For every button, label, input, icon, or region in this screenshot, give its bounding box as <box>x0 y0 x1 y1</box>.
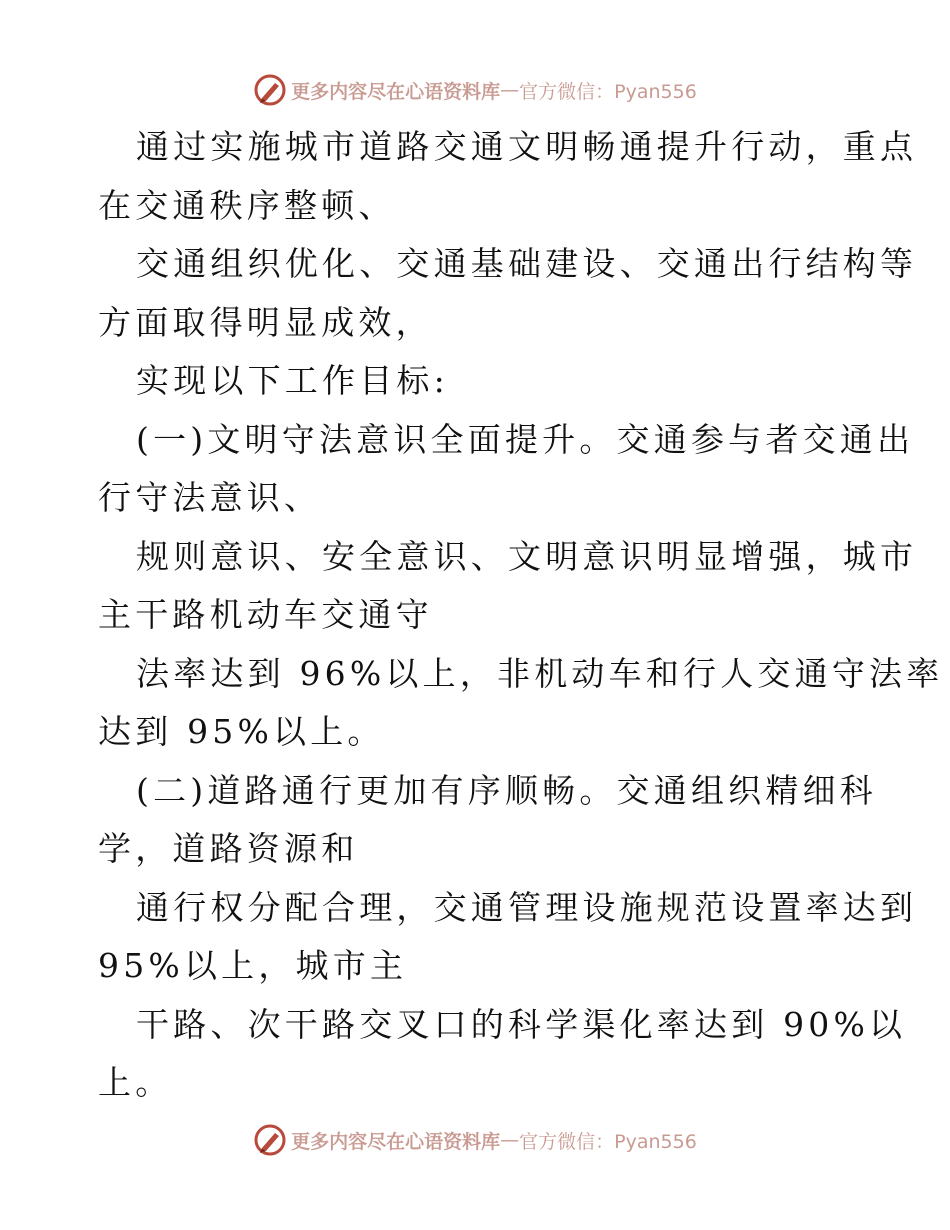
banner-wechat-text: 官方微信：Pyan556 <box>519 1130 697 1153</box>
paragraph-line: 行守法意识、 <box>98 478 322 517</box>
paragraph-line: (一)文明守法意识全面提升。交通参与者交通出 <box>136 419 915 459</box>
footer-watermark-banner <box>0 1120 950 1160</box>
banner-separator: — <box>500 1129 520 1151</box>
paragraph-line: (二)道路通行更加有序顺畅。交通组织精细科 <box>136 770 877 810</box>
banner-site-text: 更多内容尽在心语资料库 <box>291 80 501 103</box>
header-watermark-banner <box>0 70 950 110</box>
pen-logo-icon <box>253 73 287 107</box>
paragraph <box>98 235 918 352</box>
document-body <box>98 118 944 1113</box>
paragraph-line: 达到 95%以上。 <box>98 712 385 751</box>
banner-wechat-text: 官方微信：Pyan556 <box>519 80 697 103</box>
paragraph <box>98 879 918 996</box>
paragraph-line: 规则意识、安全意识、文明意识明显增强，城市 <box>136 536 918 576</box>
paragraph <box>98 352 858 411</box>
paragraph-line: 通行权分配合理，交通管理设施规范设置率达到 <box>136 887 918 927</box>
paragraph <box>98 762 877 879</box>
banner-separator: — <box>500 79 520 101</box>
paragraph-line: 实现以下工作目标: <box>136 361 449 400</box>
paragraph-line: 通过实施城市道路交通文明畅通提升行动，重点 <box>136 127 918 166</box>
paragraph-line: 主干路机动车交通守 <box>98 595 433 634</box>
paragraph <box>98 996 907 1113</box>
pen-logo-icon <box>253 1123 287 1157</box>
paragraph <box>98 528 918 645</box>
paragraph-line: 95%以上，城市主 <box>98 946 408 985</box>
paragraph-line: 在交通秩序整顿、 <box>98 185 396 225</box>
paragraph-line: 上。 <box>98 1063 173 1102</box>
paragraph-line: 交通组织优化、交通基础建设、交通出行结构等 <box>136 244 918 283</box>
paragraph <box>98 411 915 528</box>
paragraph-line: 学，道路资源和 <box>98 829 359 868</box>
paragraph-line: 干路、次干路交叉口的科学渠化率达到 90%以 <box>136 1004 907 1044</box>
paragraph <box>98 645 944 762</box>
paragraph-line: 方面取得明显成效， <box>98 302 433 342</box>
paragraph <box>98 118 918 235</box>
paragraph-line: 法率达到 96%以上，非机动车和行人交通守法率 <box>136 653 944 693</box>
banner-site-text: 更多内容尽在心语资料库 <box>291 1130 501 1153</box>
